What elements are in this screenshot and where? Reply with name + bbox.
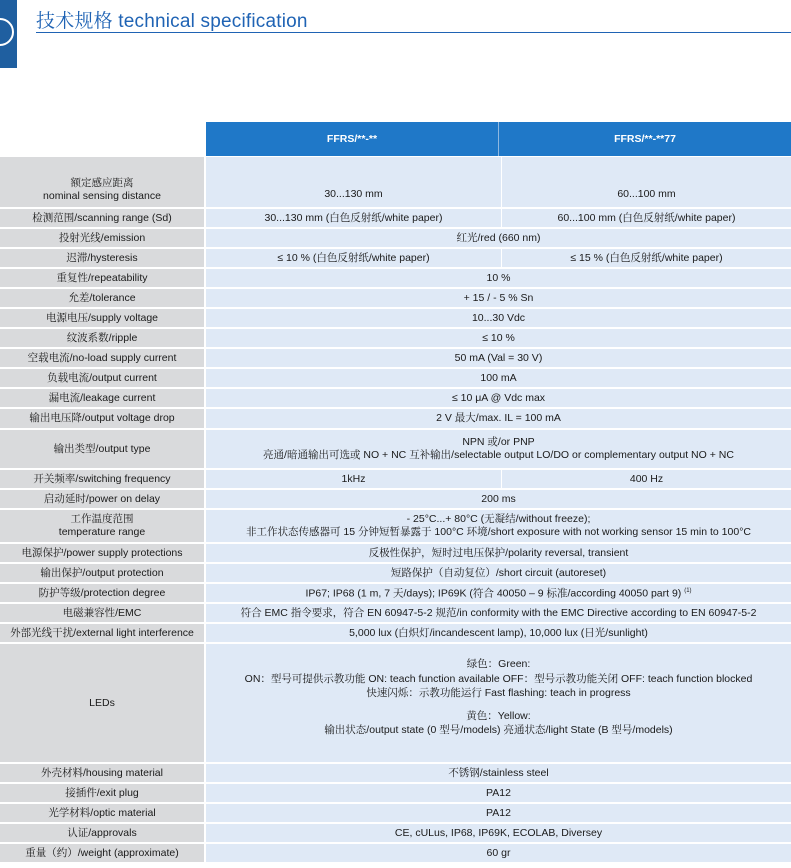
row-protection-degree: [0, 584, 791, 604]
model-column-2: FFRS/**-**77: [498, 122, 791, 156]
row-label: 启动延时/power on delay: [0, 490, 206, 510]
row-label: 输出类型/output type: [0, 430, 206, 470]
value-line: NPN 或/or PNP: [462, 436, 535, 448]
row-leds: [0, 644, 791, 764]
row-supply-voltage: [0, 309, 791, 329]
row-label: 检测范围/scanning range (Sd): [0, 209, 206, 229]
row-housing: [0, 764, 791, 784]
value-col-2: ≤ 15 % (白色反射纸/white paper): [502, 249, 791, 269]
row-output-current: [0, 369, 791, 389]
value-cell: [206, 644, 791, 764]
value-cell: [206, 584, 791, 604]
row-approvals: [0, 824, 791, 844]
value-cell: 红光/red (660 nm): [206, 229, 791, 249]
row-label: 电源电压/supply voltage: [0, 309, 206, 329]
row-label: 光学材料/optic material: [0, 804, 206, 824]
row-label: 外壳材料/housing material: [0, 764, 206, 784]
value-col-1: ≤ 10 % (白色反射纸/white paper): [206, 249, 502, 269]
row-label: 电磁兼容性/EMC: [0, 604, 206, 624]
row-exit-plug: [0, 784, 791, 804]
row-weight: [0, 844, 791, 864]
led-line: 快速闪烁：示教功能运行 Fast flashing: teach in progress: [366, 687, 631, 699]
value-cell: 10...30 Vdc: [206, 309, 791, 329]
row-label: 允差/tolerance: [0, 289, 206, 309]
value-cell: PA12: [206, 784, 791, 804]
row-label: 空载电流/no-load supply current: [0, 349, 206, 369]
led-line: ON：型号可提供示教功能 ON: teach function available OFF：型号示教功能关闭 OFF: teach function blocked: [244, 672, 753, 685]
value-cell: PA12: [206, 804, 791, 824]
value-cell: 200 ms: [206, 490, 791, 510]
row-label: 重复性/repeatability: [0, 269, 206, 289]
value-col-1: 1kHz: [206, 470, 502, 490]
row-label: LEDs: [0, 644, 206, 764]
row-label: 接插件/exit plug: [0, 784, 206, 804]
row-label: 输出电压降/output voltage drop: [0, 409, 206, 430]
row-label: 认证/approvals: [0, 824, 206, 844]
row-label: 重量（约）/weight (approximate): [0, 844, 206, 864]
value-cell: 10 %: [206, 269, 791, 289]
value-cell: 60 gr: [206, 844, 791, 864]
row-label-en: temperature range: [58, 526, 146, 538]
row-label-cn: 工作温度范围: [70, 513, 134, 525]
value-col-1: 30...130 mm: [206, 157, 502, 209]
row-label: 开关频率/switching frequency: [0, 470, 206, 490]
row-power-on-delay: [0, 490, 791, 510]
row-label: 迟滞/hysteresis: [0, 249, 206, 269]
row-label: 电源保护/power supply protections: [0, 544, 206, 564]
row-no-load-current: [0, 349, 791, 369]
row-power-protections: [0, 544, 791, 564]
value-col-1: 30...130 mm (白色反射纸/white paper): [206, 209, 502, 229]
specification-table: [0, 157, 791, 864]
row-label: 漏电流/leakage current: [0, 389, 206, 409]
row-repeatability: [0, 269, 791, 289]
row-output-type: [0, 430, 791, 470]
value-cell: 不锈钢/stainless steel: [206, 764, 791, 784]
value-cell: ≤ 10 %: [206, 329, 791, 349]
led-line: 输出状态/output state (0 型号/models) 亮通状态/light State (B 型号/models): [324, 724, 673, 736]
row-label: 负载电流/output current: [0, 369, 206, 389]
value-cell: 100 mA: [206, 369, 791, 389]
row-optic: [0, 804, 791, 824]
row-temperature: [0, 510, 791, 544]
title-rule: [36, 32, 791, 33]
row-label: 输出保护/output protection: [0, 564, 206, 584]
value-col-2: 60...100 mm (白色反射纸/white paper): [502, 209, 791, 229]
value-cell: CE, cULus, IP68, IP69K, ECOLAB, Diversey: [206, 824, 791, 844]
led-line: 黄色：Yellow:: [466, 709, 531, 722]
model-column-1: FFRS/**-**: [206, 122, 498, 156]
row-emc: [0, 604, 791, 624]
value-col-2: 400 Hz: [502, 470, 791, 490]
row-nominal-distance: [0, 157, 791, 209]
value-cell: [206, 430, 791, 470]
value-cell: 短路保护（自动复位）/short circuit (autoreset): [206, 564, 791, 584]
value-cell: ≤ 10 μA @ Vdc max: [206, 389, 791, 409]
value-cell: 反极性保护，短时过电压保护/polarity reversal, transient: [206, 544, 791, 564]
row-label-en: nominal sensing distance: [43, 190, 161, 202]
value-cell: + 15 / - 5 % Sn: [206, 289, 791, 309]
value-cell: [206, 510, 791, 544]
value-cell: 2 V 最大/max. IL = 100 mA: [206, 409, 791, 430]
value-cell: 5,000 lux (白炽灯/incandescent lamp), 10,000 lux (日光/sunlight): [206, 624, 791, 644]
row-voltage-drop: [0, 409, 791, 430]
row-tolerance: [0, 289, 791, 309]
row-scanning-range: [0, 209, 791, 229]
row-light-interference: [0, 624, 791, 644]
value-line: - 25°C...+ 80°C (无凝结/without freeze);: [406, 513, 591, 525]
row-hysteresis: [0, 249, 791, 269]
row-switching-frequency: [0, 470, 791, 490]
model-header: [206, 122, 791, 156]
row-emission: [0, 229, 791, 249]
value-cell: 50 mA (Val = 30 V): [206, 349, 791, 369]
footnote-marker: (1): [684, 588, 692, 595]
row-label-cn: 额定感应距离: [70, 177, 134, 189]
value-line: 亮通/暗通输出可选或 NO + NC 互补输出/selectable output LO/DO or complementary output NO + NC: [263, 449, 734, 461]
row-label: [0, 157, 206, 209]
value-text: IP67; IP68 (1 m, 7 天/days); IP69K (符合 40050 – 9 标准/according 40050 part 9): [305, 587, 682, 600]
value-col-2: 60...100 mm: [502, 157, 791, 209]
row-leakage-current: [0, 389, 791, 409]
row-label: 外部光线干扰/external light interference: [0, 624, 206, 644]
value-line: 非工作状态传感器可 15 分钟短暂暴露于 100°C 环境/short exposure with not working sensor 15 min to 100°C: [246, 526, 751, 538]
row-label: 纹波系数/ripple: [0, 329, 206, 349]
row-ripple: [0, 329, 791, 349]
brand-logo: [0, 0, 17, 68]
row-label: 防护等级/protection degree: [0, 584, 206, 604]
row-label: 投射光线/emission: [0, 229, 206, 249]
value-cell: 符合 EMC 指令要求，符合 EN 60947-5-2 规范/in conformity with the EMC Directive according to EN 60947-5-2: [206, 604, 791, 624]
row-label: [0, 510, 206, 544]
page-title: 技术规格 technical specification: [36, 11, 308, 32]
row-output-protection: [0, 564, 791, 584]
led-line: 绿色：Green:: [466, 658, 531, 670]
